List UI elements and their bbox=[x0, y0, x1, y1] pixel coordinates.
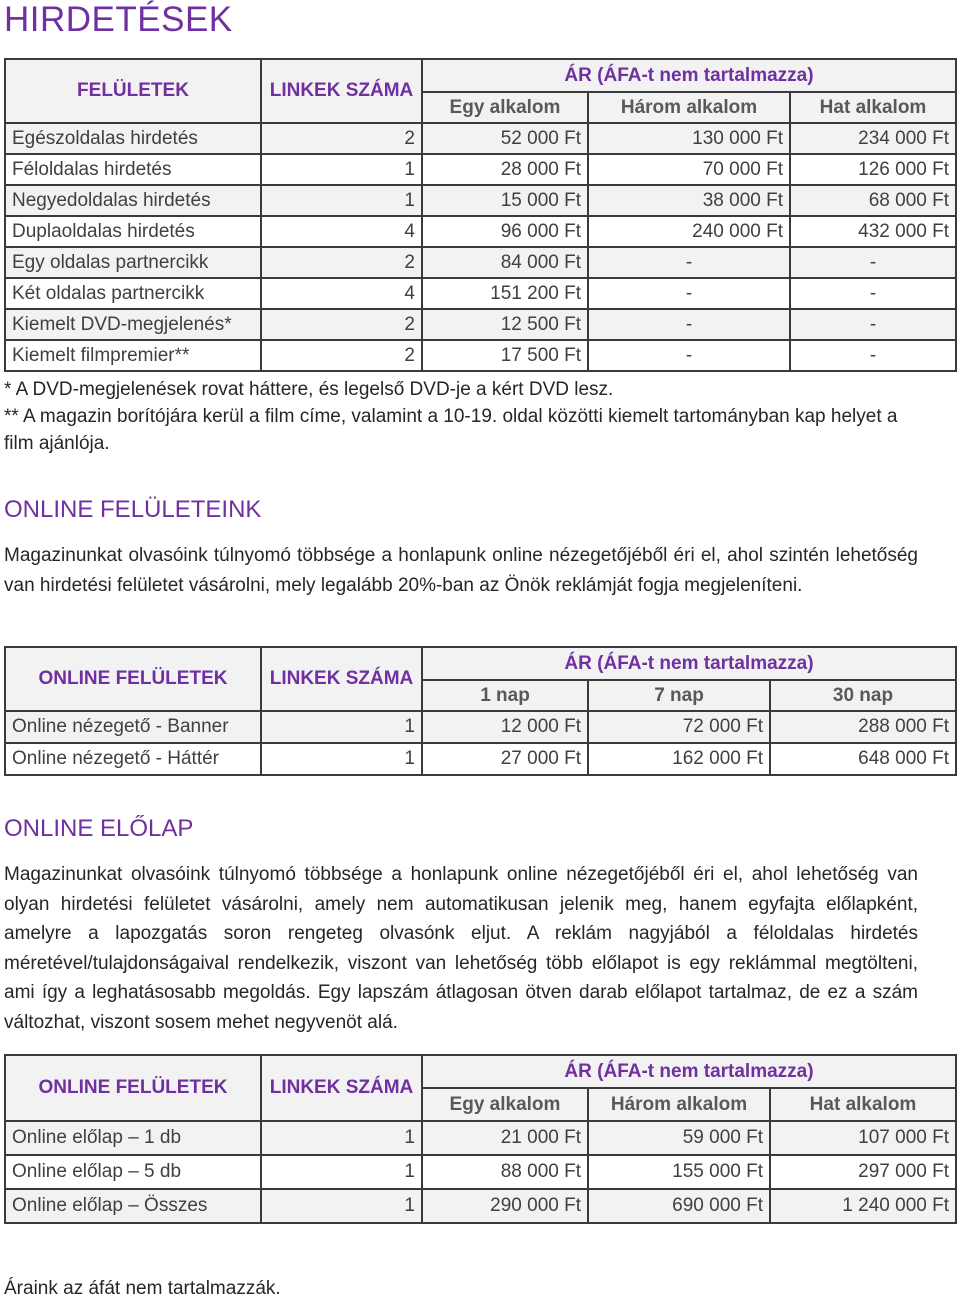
row-price-1: 84 000 Ft bbox=[422, 247, 588, 278]
header-online-surfaces: ONLINE FELÜLETEK bbox=[5, 647, 261, 711]
row-links: 1 bbox=[261, 1121, 422, 1155]
table-row bbox=[5, 185, 956, 216]
vat-footer-note: Áraink az áfát nem tartalmazzák. bbox=[4, 1278, 281, 1299]
table-row bbox=[5, 247, 956, 278]
row-price-2: - bbox=[588, 278, 790, 309]
row-links: 1 bbox=[261, 1189, 422, 1223]
online-cover-price-table bbox=[4, 1054, 957, 1224]
table-row bbox=[5, 123, 956, 154]
header-sub-2: Három alkalom bbox=[588, 1088, 770, 1121]
header-surfaces: FELÜLETEK bbox=[5, 59, 261, 123]
row-price-2: 70 000 Ft bbox=[588, 154, 790, 185]
row-label: Két oldalas partnercikk bbox=[5, 278, 261, 309]
row-price-3: 288 000 Ft bbox=[770, 711, 956, 743]
row-price-1: 52 000 Ft bbox=[422, 123, 588, 154]
row-label: Online előlap – 5 db bbox=[5, 1155, 261, 1189]
row-price-2: - bbox=[588, 247, 790, 278]
row-price-2: 59 000 Ft bbox=[588, 1121, 770, 1155]
table-row bbox=[5, 340, 956, 371]
header-sub-3: Hat alkalom bbox=[770, 1088, 956, 1121]
row-price-2: - bbox=[588, 309, 790, 340]
table-row bbox=[5, 711, 956, 743]
row-price-2: 72 000 Ft bbox=[588, 711, 770, 743]
row-price-2: 162 000 Ft bbox=[588, 743, 770, 775]
row-label: Egészoldalas hirdetés bbox=[5, 123, 261, 154]
table-row bbox=[5, 1121, 956, 1155]
online-cover-paragraph: Magazinunkat olvasóink túlnyomó többsége a honlapunk online nézegetőjéből éri el, ahol lehetőség van olyan hirdetési felületet vásárolni, amely nem automatikusan jelenik meg, hanem egyfajta előlapként, amelyre a lapozgatás soron rengeteg olvasónk eljut. A reklám nagyjából a féloldalas hirdetés méretével/tulajdonságaival rendelkezik, viszont van lehetőség több előlapot is egy reklámmal megtölteni, ami így a leghatásosabb megoldás. Egy lapszám átlagosan ötven darab előlapot tartalmaz, de ez a szám változhat, viszont sosem mehet negyvenöt alá. bbox=[4, 864, 918, 1033]
row-label: Kiemelt filmpremier** bbox=[5, 340, 261, 371]
row-price-1: 27 000 Ft bbox=[422, 743, 588, 775]
table-row bbox=[5, 278, 956, 309]
row-price-3: - bbox=[790, 247, 956, 278]
header-sub-3: Hat alkalom bbox=[790, 92, 956, 123]
footnote-dvd: * A DVD-megjelenések rovat háttere, és legelső DVD-je a kért DVD lesz. bbox=[4, 379, 614, 400]
row-label: Negyedoldalas hirdetés bbox=[5, 185, 261, 216]
row-price-3: 107 000 Ft bbox=[770, 1121, 956, 1155]
row-price-3: 1 240 000 Ft bbox=[770, 1189, 956, 1223]
page-title: HIRDETÉSEK bbox=[4, 0, 233, 39]
row-links: 1 bbox=[261, 743, 422, 775]
row-price-1: 17 500 Ft bbox=[422, 340, 588, 371]
header-sub-1: Egy alkalom bbox=[422, 1088, 588, 1121]
row-links: 2 bbox=[261, 123, 422, 154]
header-online-surfaces: ONLINE FELÜLETEK bbox=[5, 1055, 261, 1121]
header-sub-2: Három alkalom bbox=[588, 92, 790, 123]
table-row bbox=[5, 216, 956, 247]
row-price-2: 38 000 Ft bbox=[588, 185, 790, 216]
row-label: Féloldalas hirdetés bbox=[5, 154, 261, 185]
table-row bbox=[5, 1189, 956, 1223]
header-links-count: LINKEK SZÁMA bbox=[261, 1055, 422, 1121]
row-price-3: - bbox=[790, 278, 956, 309]
row-links: 2 bbox=[261, 340, 422, 371]
header-sub-1: 1 nap bbox=[422, 680, 588, 711]
row-links: 1 bbox=[261, 711, 422, 743]
row-price-3: 432 000 Ft bbox=[790, 216, 956, 247]
row-label: Online előlap – Összes bbox=[5, 1189, 261, 1223]
header-price: ÁR (ÁFA-t nem tartalmazza) bbox=[422, 59, 956, 92]
row-price-1: 28 000 Ft bbox=[422, 154, 588, 185]
row-price-1: 151 200 Ft bbox=[422, 278, 588, 309]
row-price-3: 126 000 Ft bbox=[790, 154, 956, 185]
online-viewer-price-table bbox=[4, 646, 957, 776]
row-price-1: 12 000 Ft bbox=[422, 711, 588, 743]
row-label: Kiemelt DVD-megjelenés* bbox=[5, 309, 261, 340]
row-price-1: 290 000 Ft bbox=[422, 1189, 588, 1223]
row-price-2: 240 000 Ft bbox=[588, 216, 790, 247]
row-price-1: 15 000 Ft bbox=[422, 185, 588, 216]
row-price-1: 88 000 Ft bbox=[422, 1155, 588, 1189]
header-sub-1: Egy alkalom bbox=[422, 92, 588, 123]
table-row bbox=[5, 743, 956, 775]
row-price-3: 648 000 Ft bbox=[770, 743, 956, 775]
header-price: ÁR (ÁFA-t nem tartalmazza) bbox=[422, 1055, 956, 1088]
row-price-3: 297 000 Ft bbox=[770, 1155, 956, 1189]
header-sub-2: 7 nap bbox=[588, 680, 770, 711]
header-sub-3: 30 nap bbox=[770, 680, 956, 711]
header-price: ÁR (ÁFA-t nem tartalmazza) bbox=[422, 647, 956, 680]
table-row bbox=[5, 154, 956, 185]
row-label: Online előlap – 1 db bbox=[5, 1121, 261, 1155]
row-price-2: 130 000 Ft bbox=[588, 123, 790, 154]
footnote-premiere: ** A magazin borítójára kerül a film címe, valamint a 10-19. oldal közötti kiemelt tartományban kap helyet a film ajánlója. bbox=[4, 406, 898, 454]
online-surfaces-paragraph: Magazinunkat olvasóink túlnyomó többsége a honlapunk online nézegetőjéből éri el, ahol szintén lehetőség van hirdetési felületet vásárolni, mely legalább 20%-ban az Önök reklámját fogja megjeleníteni. bbox=[4, 545, 918, 596]
table-row bbox=[5, 309, 956, 340]
row-price-3: - bbox=[790, 309, 956, 340]
row-links: 1 bbox=[261, 154, 422, 185]
row-price-1: 12 500 Ft bbox=[422, 309, 588, 340]
print-ads-price-table bbox=[4, 58, 957, 372]
header-links-count: LINKEK SZÁMA bbox=[261, 59, 422, 123]
row-price-3: - bbox=[790, 340, 956, 371]
row-links: 1 bbox=[261, 185, 422, 216]
section-heading-online-cover: ONLINE ELŐLAP bbox=[4, 815, 194, 842]
row-label: Online nézegető - Banner bbox=[5, 711, 261, 743]
table-row bbox=[5, 1155, 956, 1189]
row-price-3: 68 000 Ft bbox=[790, 185, 956, 216]
section-heading-online-surfaces: ONLINE FELÜLETEINK bbox=[4, 496, 262, 523]
row-label: Duplaoldalas hirdetés bbox=[5, 216, 261, 247]
row-label: Egy oldalas partnercikk bbox=[5, 247, 261, 278]
row-label: Online nézegető - Háttér bbox=[5, 743, 261, 775]
row-links: 2 bbox=[261, 247, 422, 278]
row-price-2: 155 000 Ft bbox=[588, 1155, 770, 1189]
row-links: 2 bbox=[261, 309, 422, 340]
row-price-1: 21 000 Ft bbox=[422, 1121, 588, 1155]
row-links: 4 bbox=[261, 278, 422, 309]
row-price-3: 234 000 Ft bbox=[790, 123, 956, 154]
row-links: 1 bbox=[261, 1155, 422, 1189]
row-price-2: - bbox=[588, 340, 790, 371]
row-price-1: 96 000 Ft bbox=[422, 216, 588, 247]
row-links: 4 bbox=[261, 216, 422, 247]
header-links-count: LINKEK SZÁMA bbox=[261, 647, 422, 711]
row-price-2: 690 000 Ft bbox=[588, 1189, 770, 1223]
